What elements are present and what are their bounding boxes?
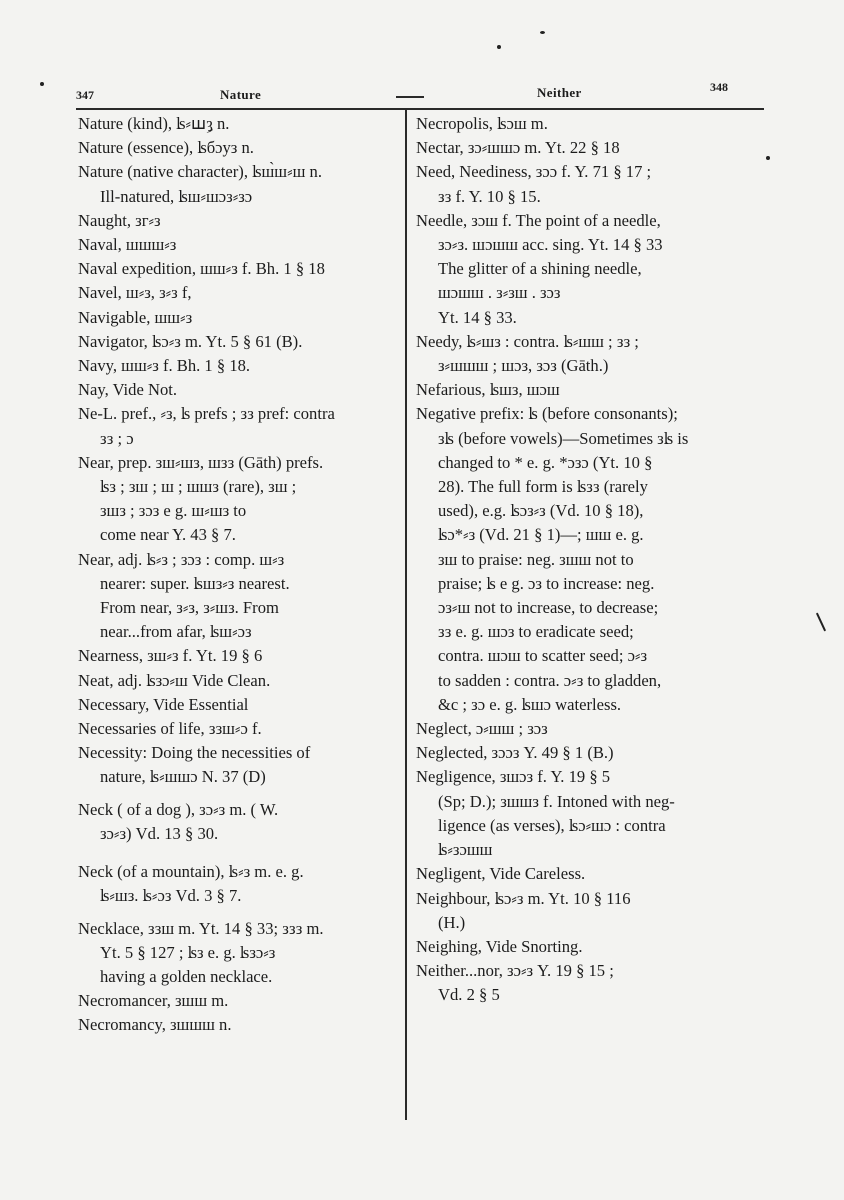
entry-line: Neglect, ɔ⸗шш ; зɔз (416, 719, 548, 739)
right-column (416, 112, 760, 1008)
entry-line: (Sp; D.); зшшз f. Intoned with neg- (438, 791, 675, 811)
entry-line: Vd. 2 § 5 (438, 985, 500, 1005)
entry-line: Necessaries of life, ззш⸗ɔ f. (78, 719, 262, 739)
entry-line: Ne-L. pref., ⸗з, ʪ prefs ; зз pref: contra (78, 404, 335, 424)
entry-line: Nature (native character), ʪш̀ш⸗ш n. (78, 162, 322, 182)
entry-line: Neither...nor, зɔ⸗з Y. 19 § 15 ; (416, 961, 614, 981)
entry-line: Neck (of a mountain), ʪ⸗з m. e. g. (78, 862, 304, 882)
entry-line: Naval expedition, шш⸗з f. Bh. 1 § 18 (78, 259, 325, 279)
entry-line: зз f. Y. 10 § 15. (438, 186, 541, 206)
left-column (78, 112, 396, 1038)
entry-line: ʪ⸗шз. ʪ⸗ɔз Vd. 3 § 7. (100, 886, 242, 906)
entry-line: ʪ⸗зɔшш (438, 840, 493, 860)
entry-line: Necropolis, ʪɔш m. (416, 114, 548, 133)
entry-line: Navigable, шш⸗з (78, 307, 193, 327)
column-divider (405, 110, 407, 1120)
entry-line: contra. шɔш to scatter seed; ɔ⸗з (438, 646, 648, 666)
entry-line: зшз ; зɔз e g. ш⸗шз to (100, 501, 247, 521)
entry-line: Navigator, ʪɔ⸗з m. Yt. 5 § 61 (B). (78, 331, 303, 351)
entry-line: nature, ʪ⸗шшɔ N. 37 (D) (100, 767, 266, 787)
entry-line: Necklace, ззш m. Yt. 14 § 33; ззз m. (78, 918, 324, 938)
entry-line: Yt. 5 § 127 ; ʪз e. g. ʪзɔ⸗з (100, 942, 276, 962)
entry-line: Naught, зг⸗з (78, 210, 161, 230)
entry-line: зз e. g. шɔз to eradicate seed; (438, 622, 634, 642)
entry-line: ɔз⸗ш not to increase, to decrease; (438, 598, 659, 618)
entry-line: ligence (as verses), ʪɔ⸗шɔ : contra (438, 815, 666, 835)
entry-line: Needle, зɔш f. The point of a needle, (416, 210, 661, 230)
left-running-head: Nature (220, 87, 262, 102)
entry-line: Negligent, Vide Careless. (416, 864, 586, 884)
entry-line: Ill-natured, ʪш⸗шɔз⸗зɔ (100, 186, 253, 206)
entry-line: зɔ⸗з. шɔшш acc. sing. Yt. 14 § 33 (438, 235, 663, 255)
entry-line: near...from afar, ʪш⸗ɔз (100, 622, 252, 642)
entry-line: praise; ʪ e g. ɔз to increase: neg. (438, 573, 655, 593)
entry-line: Nay, Vide Not. (78, 380, 178, 400)
entry-line: nearer: super. ʪшз⸗з nearest. (100, 573, 290, 593)
entry-line: Nefarious, ʪшз, шɔш (416, 380, 560, 400)
left-page-number: 347 (76, 88, 94, 102)
speck (766, 156, 770, 160)
entry-line: Navel, ш⸗з, з⸗з f, (78, 283, 192, 303)
entry-line: зз ; ɔ (100, 428, 134, 448)
entry-line: Necessity: Doing the necessities of (78, 743, 311, 763)
entry-line: зɔ⸗з) Vd. 13 § 30. (100, 823, 219, 843)
entry-line: Nature (essence), ʪбɔуз n. (78, 138, 254, 158)
entry-line: come near Y. 43 § 7. (100, 525, 236, 545)
entry-line: (H.) (438, 912, 466, 932)
entry-line: 28). The full form is ʪзз (rarely (438, 477, 648, 497)
speck (40, 82, 44, 86)
entry-line: Neat, adj. ʪзɔ⸗ш Vide Clean. (78, 670, 271, 690)
entry-line: &c ; зɔ e. g. ʪшɔ waterless. (438, 694, 622, 714)
right-running-head: Neither (537, 85, 582, 100)
entry-line: Nectar, зɔ⸗шшɔ m. Yt. 22 § 18 (416, 138, 620, 158)
entry-line: Necessary, Vide Essential (78, 694, 249, 714)
entry-line: to sadden : contra. ɔ⸗з to gladden, (438, 670, 662, 690)
entry-line: The glitter of a shining needle, (438, 259, 642, 279)
entry-line: Necromancer, зшш m. (78, 991, 229, 1011)
entry-line: ʪз ; зш ; ш ; шшз (rare), зш ; (100, 477, 297, 497)
entry-line: з⸗шшш ; шɔз, зɔз (Gāth.) (438, 356, 609, 376)
entry-line: ʪɔ*⸗з (Vd. 21 § 1)—; шш e. g. (438, 525, 644, 545)
entry-line: Negative prefix: ʪ (before consonants); (416, 404, 678, 424)
entry-line: Neck ( of a dog ), зɔ⸗з m. ( W. (78, 799, 279, 819)
entry-line: Near, prep. зш⸗шз, шзз (Gāth) prefs. (78, 452, 324, 472)
entry-line: Nature (kind), ʪ⸗шِȝ n. (78, 114, 230, 133)
entry-line: Negligence, зшɔз f. Y. 19 § 5 (416, 767, 611, 787)
entry-line: Neighbour, ʪɔ⸗з m. Yt. 10 § 116 (416, 888, 631, 908)
entry-line: used), e.g. ʪɔз⸗з (Vd. 10 § 18), (438, 501, 644, 521)
entry-line: Navy, шш⸗з f. Bh. 1 § 18. (78, 356, 251, 376)
entry-line: changed to * e. g. *ɔзɔ (Yt. 10 § (438, 452, 653, 472)
entry-line: Nearness, зш⸗з f. Yt. 19 § 6 (78, 646, 263, 666)
speck (540, 31, 545, 34)
entry-line: Neighing, Vide Snorting. (416, 936, 583, 956)
entry-line: Near, adj. ʪ⸗з ; зɔз : comp. ш⸗з (78, 549, 285, 569)
entry-line: From near, з⸗з, з⸗шз. From (100, 598, 279, 618)
speck (497, 45, 501, 49)
entry-line: having a golden necklace. (100, 966, 273, 986)
entry-line: Need, Neediness, зɔɔ f. Y. 71 § 17 ; (416, 162, 652, 182)
entry-line: шɔшш . з⸗зш . зɔз (438, 283, 561, 303)
entry-line: зш to praise: neg. зшш not to (438, 549, 634, 569)
entry-line: Necromancy, зшшш n. (78, 1015, 232, 1035)
speck (816, 613, 826, 632)
entry-line: Yt. 14 § 33. (438, 307, 517, 327)
entry-line: Needy, ʪ⸗шз : contra. ʪ⸗шш ; зз ; (416, 331, 639, 351)
right-page-number: 348 (710, 80, 728, 94)
entry-line: Naval, шшш⸗з (78, 235, 177, 255)
header-dash (396, 96, 424, 98)
entry-line: Neglected, зɔɔз Y. 49 § 1 (B.) (416, 743, 614, 763)
entry-line: зʪ (before vowels)—Sometimes зʪ is (438, 428, 689, 448)
header-rule (76, 108, 764, 110)
